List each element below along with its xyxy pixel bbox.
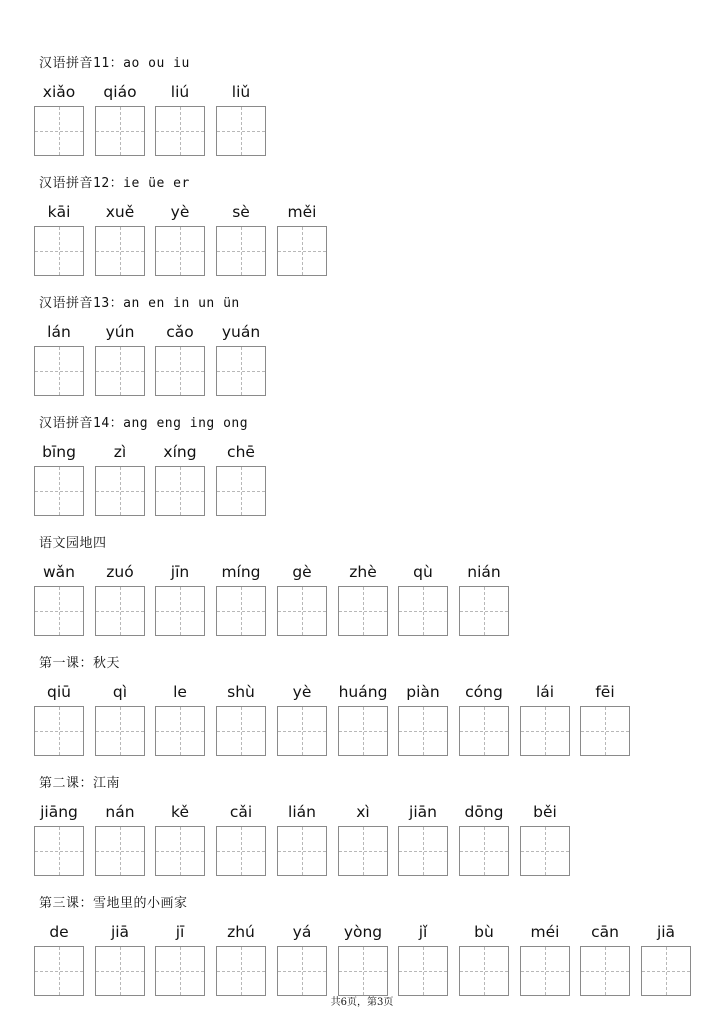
grid-guide-vertical [59, 467, 60, 515]
pinyin-label: zhú [227, 923, 255, 941]
writing-grid-box[interactable] [338, 706, 388, 756]
writing-grid-box[interactable] [155, 946, 205, 996]
grid-guide-vertical [302, 947, 303, 995]
pinyin-label: qì [112, 683, 128, 701]
writing-grid-box[interactable] [398, 586, 448, 636]
writing-grid-box[interactable] [216, 466, 266, 516]
grid-guide-vertical [120, 227, 121, 275]
grid-guide-vertical [363, 827, 364, 875]
writing-grid-box[interactable] [95, 826, 145, 876]
pinyin-label: měi [287, 203, 317, 221]
pinyin-label: sè [232, 203, 250, 221]
grid-guide-vertical [59, 107, 60, 155]
pinyin-label: jiān [409, 803, 437, 821]
grid-guide-vertical [120, 827, 121, 875]
grid-guide-vertical [666, 947, 667, 995]
writing-grid-box[interactable] [216, 706, 266, 756]
pinyin-label: cóng [465, 683, 503, 701]
pinyin-label: nán [105, 803, 135, 821]
writing-grid-box[interactable] [398, 706, 448, 756]
pinyin-label: lái [535, 683, 555, 701]
writing-grid-box[interactable] [277, 826, 327, 876]
pinyin-label: shù [227, 683, 255, 701]
grid-guide-vertical [423, 947, 424, 995]
grid-guide-vertical [484, 827, 485, 875]
writing-grid-box[interactable] [459, 586, 509, 636]
grid-guide-vertical [180, 947, 181, 995]
writing-grid-box[interactable] [216, 586, 266, 636]
grid-guide-vertical [605, 947, 606, 995]
pinyin-label: míng [221, 563, 261, 581]
grid-guide-vertical [180, 107, 181, 155]
grid-guide-vertical [241, 827, 242, 875]
pinyin-label: xíng [163, 443, 197, 461]
page-footer: 共6页，第3页 [330, 997, 394, 1008]
pinyin-label: lán [47, 323, 71, 341]
grid-guide-vertical [423, 587, 424, 635]
writing-grid-box[interactable] [580, 946, 630, 996]
section-title: 第二课：江南 [39, 776, 121, 791]
grid-guide-vertical [180, 467, 181, 515]
grid-guide-vertical [545, 947, 546, 995]
pinyin-label: zì [113, 443, 127, 461]
grid-guide-vertical [241, 707, 242, 755]
writing-grid-box[interactable] [34, 106, 84, 156]
writing-grid-box[interactable] [155, 346, 205, 396]
pinyin-label: yún [105, 323, 135, 341]
writing-grid-box[interactable] [459, 706, 509, 756]
writing-grid-box[interactable] [398, 826, 448, 876]
writing-grid-box[interactable] [277, 946, 327, 996]
writing-grid-box[interactable] [34, 346, 84, 396]
writing-grid-box[interactable] [34, 466, 84, 516]
writing-grid-box[interactable] [95, 346, 145, 396]
writing-grid-box[interactable] [277, 586, 327, 636]
pinyin-label: běi [533, 803, 557, 821]
section-title: 汉语拼音11：ao ou iu [39, 56, 190, 71]
grid-guide-vertical [59, 587, 60, 635]
pinyin-label: chē [227, 443, 255, 461]
pinyin-label: de [49, 923, 69, 941]
grid-guide-vertical [120, 707, 121, 755]
pinyin-label: xuě [105, 203, 135, 221]
pinyin-label: yuán [221, 323, 261, 341]
pinyin-label: huáng [338, 683, 388, 701]
writing-grid-box[interactable] [95, 466, 145, 516]
pinyin-label: jiā [110, 923, 130, 941]
section-title: 第一课：秋天 [39, 656, 121, 671]
pinyin-label: cǎo [166, 323, 194, 341]
writing-grid-box[interactable] [459, 826, 509, 876]
writing-grid-box[interactable] [338, 826, 388, 876]
pinyin-label: zuó [106, 563, 134, 581]
grid-guide-vertical [545, 827, 546, 875]
writing-grid-box[interactable] [520, 826, 570, 876]
grid-guide-vertical [59, 227, 60, 275]
grid-guide-vertical [423, 827, 424, 875]
pinyin-label: jiā [656, 923, 676, 941]
grid-guide-vertical [302, 587, 303, 635]
section-title: 汉语拼音12：ie üe er [39, 176, 190, 191]
writing-grid-box[interactable] [155, 706, 205, 756]
grid-guide-vertical [363, 587, 364, 635]
pinyin-label: xì [356, 803, 370, 821]
grid-guide-vertical [180, 707, 181, 755]
writing-grid-box[interactable] [34, 586, 84, 636]
pinyin-label: qiáo [103, 83, 137, 101]
pinyin-label: dōng [464, 803, 504, 821]
grid-guide-vertical [241, 107, 242, 155]
grid-guide-vertical [241, 467, 242, 515]
pinyin-label: gè [292, 563, 312, 581]
writing-grid-box[interactable] [216, 226, 266, 276]
pinyin-label: wǎn [43, 563, 75, 581]
grid-guide-vertical [423, 707, 424, 755]
pinyin-label: yè [170, 203, 190, 221]
pinyin-label: yá [292, 923, 312, 941]
pinyin-label: bīng [42, 443, 76, 461]
grid-guide-vertical [545, 707, 546, 755]
pinyin-label: xiǎo [42, 83, 76, 101]
pinyin-label: yòng [343, 923, 383, 941]
writing-grid-box[interactable] [216, 346, 266, 396]
writing-grid-box[interactable] [155, 826, 205, 876]
grid-guide-vertical [59, 827, 60, 875]
grid-guide-vertical [363, 947, 364, 995]
pinyin-label: zhè [349, 563, 377, 581]
grid-guide-vertical [605, 707, 606, 755]
writing-grid-box[interactable] [95, 106, 145, 156]
pinyin-label: qù [413, 563, 433, 581]
grid-guide-vertical [120, 347, 121, 395]
grid-guide-vertical [120, 587, 121, 635]
writing-grid-box[interactable] [216, 106, 266, 156]
pinyin-label: le [173, 683, 187, 701]
section-title: 汉语拼音13：an en in un ün [39, 296, 240, 311]
writing-grid-box[interactable] [338, 946, 388, 996]
writing-grid-box[interactable] [155, 106, 205, 156]
writing-grid-box[interactable] [95, 946, 145, 996]
grid-guide-vertical [302, 707, 303, 755]
pinyin-label: liú [170, 83, 190, 101]
section-title: 语文园地四 [39, 536, 107, 551]
pinyin-label: jī [175, 923, 185, 941]
pinyin-label: jīn [170, 563, 190, 581]
writing-grid-box[interactable] [34, 706, 84, 756]
pinyin-label: jiāng [40, 803, 78, 821]
writing-grid-box[interactable] [520, 946, 570, 996]
grid-guide-vertical [484, 947, 485, 995]
grid-guide-vertical [120, 947, 121, 995]
grid-guide-vertical [59, 707, 60, 755]
grid-guide-vertical [302, 827, 303, 875]
grid-guide-vertical [180, 227, 181, 275]
writing-grid-box[interactable] [216, 946, 266, 996]
pinyin-label: fēi [595, 683, 615, 701]
writing-grid-box[interactable] [155, 226, 205, 276]
pinyin-label: cǎi [229, 803, 253, 821]
writing-grid-box[interactable] [398, 946, 448, 996]
writing-grid-box[interactable] [216, 826, 266, 876]
writing-grid-box[interactable] [338, 586, 388, 636]
grid-guide-vertical [241, 947, 242, 995]
pinyin-label: lián [288, 803, 316, 821]
pinyin-label: jǐ [418, 923, 428, 941]
grid-guide-vertical [484, 587, 485, 635]
writing-grid-box[interactable] [34, 226, 84, 276]
writing-grid-box[interactable] [95, 706, 145, 756]
writing-grid-box[interactable] [95, 586, 145, 636]
grid-guide-vertical [241, 227, 242, 275]
grid-guide-vertical [302, 227, 303, 275]
pinyin-label: piàn [406, 683, 440, 701]
pinyin-label: kě [171, 803, 189, 821]
pinyin-label: qiū [47, 683, 71, 701]
grid-guide-vertical [363, 707, 364, 755]
grid-guide-vertical [120, 107, 121, 155]
grid-guide-vertical [180, 587, 181, 635]
grid-guide-vertical [180, 827, 181, 875]
writing-grid-box[interactable] [95, 226, 145, 276]
grid-guide-vertical [241, 587, 242, 635]
writing-grid-box[interactable] [580, 706, 630, 756]
section-title: 汉语拼音14：ang eng ing ong [39, 416, 249, 431]
pinyin-label: cān [591, 923, 619, 941]
grid-guide-vertical [484, 707, 485, 755]
writing-grid-box[interactable] [277, 706, 327, 756]
pinyin-label: kāi [47, 203, 71, 221]
pinyin-label: bù [474, 923, 494, 941]
pinyin-label: nián [467, 563, 501, 581]
pinyin-label: liǔ [231, 83, 251, 101]
grid-guide-vertical [180, 347, 181, 395]
writing-grid-box[interactable] [155, 466, 205, 516]
writing-grid-box[interactable] [459, 946, 509, 996]
writing-grid-box[interactable] [520, 706, 570, 756]
writing-grid-box[interactable] [277, 226, 327, 276]
writing-grid-box[interactable] [34, 826, 84, 876]
grid-guide-vertical [241, 347, 242, 395]
writing-grid-box[interactable] [155, 586, 205, 636]
grid-guide-vertical [59, 347, 60, 395]
section-title: 第三课：雪地里的小画家 [39, 896, 188, 911]
writing-grid-box[interactable] [34, 946, 84, 996]
pinyin-label: méi [530, 923, 560, 941]
grid-guide-vertical [59, 947, 60, 995]
writing-grid-box[interactable] [641, 946, 691, 996]
grid-guide-vertical [120, 467, 121, 515]
pinyin-label: yè [292, 683, 312, 701]
